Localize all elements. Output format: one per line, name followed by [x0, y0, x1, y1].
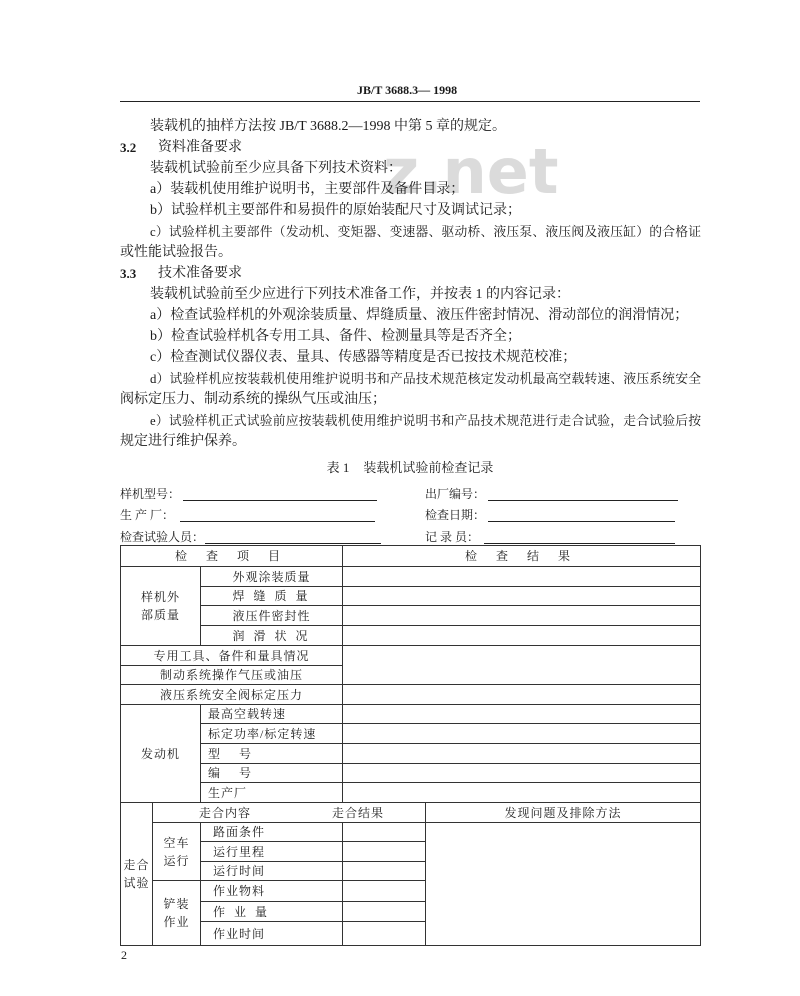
item-cell [201, 902, 343, 922]
item-label: 制动系统操作气压或油压 [159, 668, 303, 682]
list-item: a）装载机使用维护说明书，主要部件及备件目录； [150, 182, 465, 197]
subgroup-label-line: 作业 [163, 915, 190, 929]
item-cell [201, 626, 343, 646]
group-label: 发动机 [140, 746, 180, 761]
item-label: 作业物料 [213, 884, 266, 898]
result-cell [343, 922, 426, 946]
item-cell [201, 783, 343, 803]
runin-issues-header-cell [426, 803, 701, 823]
result-cell [343, 626, 701, 646]
runin-issues-label: 发现问题及排除方法 [504, 805, 622, 820]
group-label-line: 走合 [123, 858, 150, 872]
field-label-recorder: 记 录 员： [425, 530, 480, 544]
subgroup-cell-loading [153, 881, 201, 946]
item-label: 路面条件 [213, 825, 266, 839]
body-line: 或性能试验报告。 [120, 245, 232, 260]
item-label: 润 滑 状 况 [232, 628, 311, 643]
item-cell [201, 881, 343, 902]
result-cell [343, 764, 701, 783]
field-label-manufacturer: 生 产 厂： [120, 508, 175, 522]
item-label: 编 号 [208, 766, 260, 780]
item-cell [201, 922, 343, 946]
runin-content-label: 走合内容 [199, 806, 252, 820]
result-cell [343, 685, 701, 705]
body-line: 装载机的抽样方法按 JB/T 3688.2—1998 中第 5 章的规定。 [150, 119, 506, 134]
item-label: 型 号 [208, 746, 260, 761]
item-cell [201, 705, 343, 724]
result-cell [343, 783, 701, 803]
header-result-label: 检 查 结 果 [464, 549, 578, 563]
body-line: 阀标定压力、制动系统的操纵气压或油压； [120, 392, 386, 407]
result-cell [343, 862, 426, 881]
table-header-cell [343, 546, 701, 567]
item-cell [201, 764, 343, 783]
field-label-sample-model: 样机型号： [120, 487, 181, 501]
item-label: 生产厂 [208, 785, 248, 800]
section-heading-3-3 [120, 264, 136, 285]
list-item: e）试验样机正式试验前应按装载机使用维护说明书和产品技术规范进行走合试验，走合试验后按 [150, 414, 701, 428]
standard-code-header: JB/T 3688.3— 1998 [357, 83, 458, 97]
group-cell-runin [121, 803, 153, 946]
group-cell-engine [121, 705, 201, 803]
table-caption [0, 459, 800, 477]
field-underline [488, 500, 678, 501]
field-underline [484, 543, 675, 544]
subgroup-label-line: 铲装 [163, 897, 190, 911]
result-cell [343, 823, 426, 842]
watermark: z.net [383, 135, 559, 208]
result-cell [343, 646, 701, 685]
body-line: 装载机试验前至少应具备下列技术资料： [150, 161, 402, 176]
list-item: b）试验样机主要部件和易损件的原始装配尺寸及调试记录； [150, 203, 521, 218]
group-label-line: 样机外 [140, 590, 180, 604]
item-cell [201, 587, 343, 606]
result-cell [343, 881, 426, 902]
item-cell [201, 567, 343, 587]
list-item: c）试验样机主要部件（发动机、变矩器、变速器、驱动桥、液压泵、液压阀及液压缸）的合格证 [150, 225, 701, 239]
result-cell [343, 567, 701, 587]
subgroup-label-line: 空车 [163, 835, 190, 850]
item-cell [201, 842, 343, 862]
table-header-cell [121, 546, 343, 567]
item-label: 运行里程 [213, 844, 266, 859]
header-rule [120, 101, 700, 102]
list-item: c）检查测试仪器仪表、量具、传感器等精度是否已按技术规范校准； [150, 350, 577, 365]
field-underline [205, 543, 381, 544]
group-label-line: 试验 [123, 876, 150, 890]
result-cell [343, 902, 426, 922]
runin-header-cell [153, 803, 426, 823]
issues-cell [426, 823, 701, 946]
table-title: 装载机试验前检查记录 [363, 460, 494, 475]
field-label-inspector: 检查试验人员： [120, 530, 205, 544]
field-underline [180, 521, 375, 522]
group-label-line: 部质量 [140, 608, 180, 622]
inspection-table [120, 545, 701, 946]
item-label: 专用工具、备件和量具情况 [153, 648, 310, 663]
item-cell [201, 823, 343, 842]
item-cell [201, 744, 343, 764]
item-label: 外观涂装质量 [232, 569, 311, 584]
item-label: 标定功率/标定转速 [208, 726, 317, 741]
result-cell [343, 724, 701, 744]
item-label: 作业时间 [213, 926, 266, 941]
section-number: 3.3 [120, 266, 137, 281]
list-item: b）检查试验样机各专用工具、备件、检测量具等是否齐全； [150, 329, 521, 344]
item-cell-tools [121, 646, 343, 666]
body-line: 装载机试验前至少应进行下列技术准备工作，并按表 1 的内容记录： [150, 287, 570, 302]
item-cell [201, 724, 343, 744]
item-cell-hydraulic [121, 685, 343, 705]
section-title: 资料准备要求 [158, 140, 242, 155]
header-item-label: 检 查 项 目 [174, 549, 288, 563]
item-label: 运行时间 [213, 864, 266, 878]
list-item: d）试验样机应按装载机使用维护说明书和产品技术规范核定发动机最高空载转速、液压系统安全 [150, 372, 701, 386]
section-title: 技术准备要求 [158, 266, 242, 281]
table-label: 表 1 [326, 460, 350, 475]
subgroup-label-line: 运行 [163, 853, 190, 868]
body-line: 规定进行维护保养。 [120, 434, 246, 449]
item-label: 液压件密封性 [232, 608, 311, 623]
field-underline [183, 500, 377, 501]
item-label: 最高空载转速 [208, 707, 287, 721]
section-number: 3.2 [120, 140, 137, 155]
item-label: 作 业 量 [213, 904, 271, 919]
result-cell [343, 705, 701, 724]
runin-result-label: 走合结果 [332, 806, 385, 820]
item-cell-brake [121, 666, 343, 685]
item-label: 焊 缝 质 量 [232, 589, 311, 603]
item-cell [201, 606, 343, 626]
page-number: 2 [121, 948, 127, 962]
result-cell [343, 842, 426, 862]
section-heading-3-2 [120, 138, 136, 159]
field-underline [488, 521, 675, 522]
result-cell [343, 606, 701, 626]
field-label-factory-no: 出厂编号： [425, 487, 486, 501]
list-item: a）检查试验样机的外观涂装质量、焊缝质量、液压件密封情况、滑动部位的润滑情况； [150, 308, 689, 323]
group-cell-appearance [121, 567, 201, 646]
subgroup-cell-idle [153, 823, 201, 881]
item-cell [201, 862, 343, 881]
field-label-check-date: 检查日期： [425, 508, 486, 522]
result-cell [343, 744, 701, 764]
item-label: 液压系统安全阀标定压力 [159, 687, 303, 702]
result-cell [343, 587, 701, 606]
